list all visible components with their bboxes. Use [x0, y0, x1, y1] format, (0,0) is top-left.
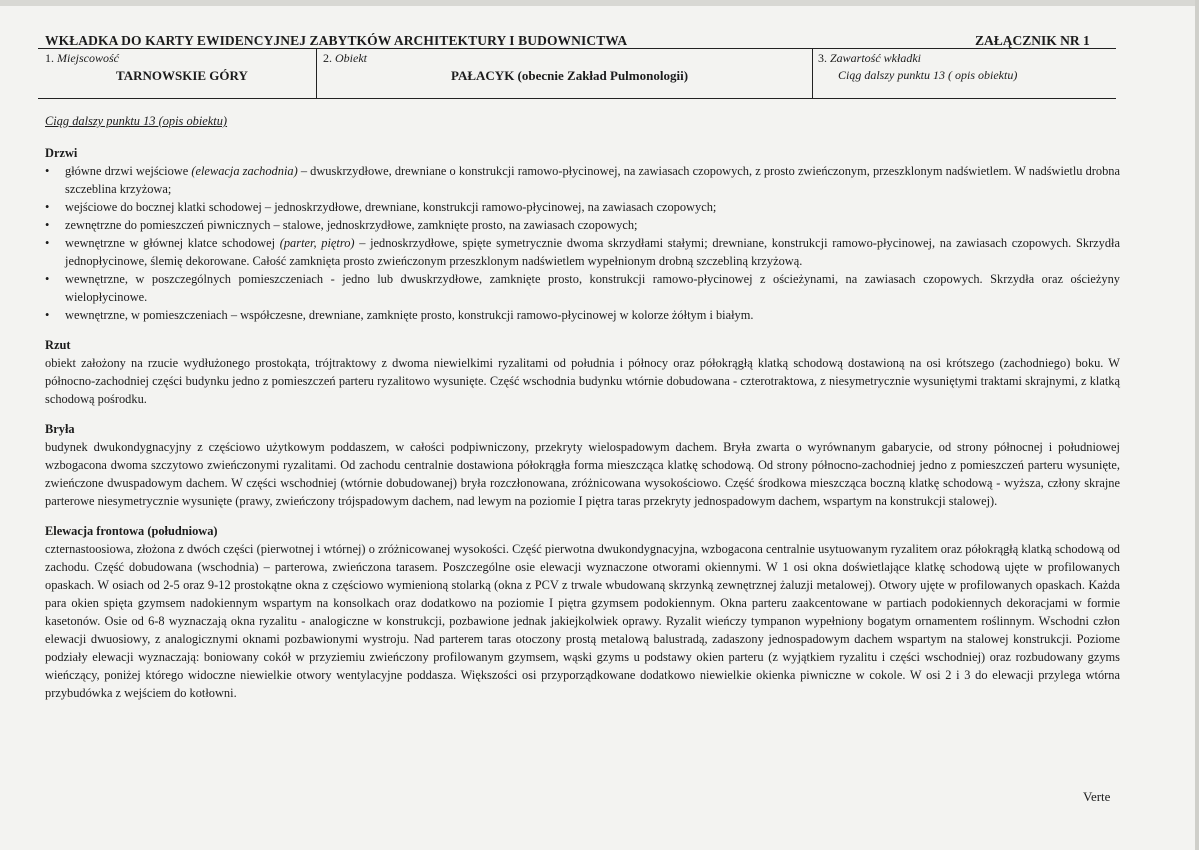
header-rule-bottom: [38, 98, 1116, 99]
doors-item-text: zewnętrzne do pomieszczeń piwnicznych – stalowe, jednoskrzydłowe, zamknięte prosto, na zawiasach czopowych;: [65, 218, 638, 232]
doors-item: [45, 306, 1120, 324]
section-text-elewacja: czternastoosiowa, złożona z dwóch części (pierwotnej i wtórnej) o zróżnicowanej wysokości. Część pierwotna dwukondygnacyjna, wzbogacona centralnie usytuowanym ryzalitem oraz półokrągłą klatką schodową od zachodu. Część dobudowana (wschodnia) – parterowa, zwieńczona tarasem. Poszczególne osie elewacji wyznaczone otworami okiennymi. W 1 osi okna doświetlające klatkę schodową ujęte w profilowanych opaskach. W osiach od 2-5 oraz 9-12 prostokątne okna z częściowo wymienioną stolarką (okna z PCV z trwale wbudowaną skrzynką zewnętrznej żaluzji metalowej). Otwory ujęte w profilowanych opaskach. Każda para okien spięta gzymsem nadokiennym wspartym na konsolkach oraz dodatkowo na poziomie I piętra gzymsem podokiennym. Okna parteru zaakcentowane w partiach podokiennych dekoracjami w formie kasetonów. Osie od 6-8 wyznaczają okna ryzalitu - analogiczne w konstrukcji, pozbawione jednak jakiejkolwiek oprawy. Ryzalit wieńczy tympanon wypełniony bogatym ornamentem roślinnym. Wschodni człon elewacji dwuosiowy, z analogicznymi oknami pozbawionymi wystroju. Nad parterem taras otoczony prostą metalową balustradą, zadaszony jednospadowym dachem wspartym na stalowej konstrukcji. Poziome podziały elewacji wyznaczają: boniowany cokół w przyziemiu zwieńczony profilowanym gzymsem, wąski gzyms u podstawy okien parteru (z wyjątkiem ryzalitu i części wschodniej) oraz rozbudowany gzyms wieńczący, poniżej którego widoczne niewielkie otwory wentylacyjne poddasza. Większości osi przyporządkowane dodatkowo niewielkie okienka piwniczne w cokole. W osi 2 i 3 do elewacji przylega wtórna przybudówka z wejściem do kotłowni.: [45, 542, 1120, 700]
verte-label: Verte: [1083, 789, 1111, 804]
field-divider-1: [316, 48, 317, 98]
field-1-caption: Miejscowość: [57, 51, 119, 65]
doors-item: [45, 162, 1120, 198]
field-3-number: 3.: [818, 51, 827, 65]
doors-item: [45, 234, 1120, 270]
scan-edge-right: [1195, 0, 1199, 850]
doors-list: [45, 162, 1120, 324]
field-1-value: TARNOWSKIE GÓRY: [116, 68, 248, 83]
field-2-label: [323, 51, 367, 66]
field-divider-2: [812, 48, 813, 98]
field-1-label: [45, 51, 119, 66]
field-3-caption: Zawartość wkładki: [830, 51, 922, 65]
header-rule-top: [38, 48, 1116, 49]
doors-item-note: (elewacja zachodnia): [191, 164, 298, 178]
field-3-value: Ciąg dalszy punktu 13 ( opis obiektu): [838, 68, 1018, 82]
section-title-bryla: Bryła: [45, 422, 75, 436]
field-3-label: [818, 51, 921, 66]
doors-item-text: wewnętrzne w głównej klatce schodowej: [65, 236, 280, 250]
field-2-number: 2.: [323, 51, 332, 65]
section-rzut: [45, 336, 1120, 408]
section-drzwi: [45, 144, 1120, 324]
section-title-elewacja: Elewacja frontowa (południowa): [45, 524, 218, 538]
document-body: [45, 112, 1120, 714]
section-text-bryla: budynek dwukondygnacyjny z częściowo użytkowym poddaszem, w całości podpiwniczony, przekryty wielospadowym dachem. Bryła zwarta o wyrównanym gabarycie, od strony północnej i południowej wzbogacona dwoma szczytowo zwieńczonymi ryzalitami. Od zachodu centralnie dostawiona półokrągła forma mieszcząca klatkę schodową. Od strony północno-zachodniej jedno z pomieszczeń parteru wysunięte, zwieńczone dwuspadowym dachem. W części wschodniej (wtórnie dobudowanej) bryła rozczłonowana, zróżnicowana wysokościowo. Część środkowa mieszcząca boczną klatkę schodową - wyższa, człony skrajne parterowe niesymetrycznie wysunięte (prawy, zwieńczony trójspadowym dachem, nad lewym na poziomie I piętra taras przekryty jednospadowym dachem, wspartym na konstrukcji stalowej).: [45, 440, 1120, 508]
section-title-rzut: Rzut: [45, 338, 71, 352]
scan-edge-top: [0, 0, 1199, 6]
section-text-rzut: obiekt założony na rzucie wydłużonego prostokąta, trójtraktowy z dwoma niewielkimi ryzalitami od południa i północy oraz półokrągłą klatką schodową dostawioną na osi krótszego (zachodniego) boku. W północno-zachodniej części budynku jedno z pomieszczeń parteru ryzalitowo wysunięte. Część wschodnia budynku wtórnie dobudowana - czterotraktowa, z niesymetrycznie wysuniętymi traktami skrajnymi, z klatką schodową pośrodku.: [45, 356, 1120, 406]
doors-item-text-cont: – jednoskrzydłowe, spięte symetrycznie dwoma skrzydłami stałymi; drewniane, konstrukcji ramowo-płycinowej, na zawiasach czopowych. Skrzydła jednopłycinowe, ślemię dekorowane. Całość zamknięta prosto zwieńczonym przeszklonym nadświetlem wypełnionym drobną szczebliną krzyżową.: [65, 236, 1120, 268]
section-elewacja: [45, 522, 1120, 702]
attachment-number: ZAŁĄCZNIK NR 1: [975, 33, 1090, 48]
section-bryla: [45, 420, 1120, 510]
doors-item-text: główne drzwi wejściowe: [65, 164, 192, 178]
form-title: WKŁADKA DO KARTY EWIDENCYJNEJ ZABYTKÓW ARCHITEKTURY I BUDOWNICTWA: [45, 33, 628, 48]
doors-item: [45, 198, 1120, 216]
doors-item-note: (parter, piętro): [279, 236, 355, 250]
field-2-caption: Obiekt: [335, 51, 367, 65]
doors-item-text: wejściowe do bocznej klatki schodowej – jednoskrzydłowe, drewniane, konstrukcji ramowo-płycinowej, na zawiasach czopowych;: [65, 200, 717, 214]
doors-item-text: wewnętrzne, w pomieszczeniach – współczesne, drewniane, zamknięte prosto, konstrukcji ramowo-płycinowej w kolorze żółtym i białym.: [65, 308, 754, 322]
doors-item-text-cont: – dwuskrzydłowe, drewniane o konstrukcji ramowo-płycinowej, na zawiasach czopowych, z prosto zwieńczonym, przeszklonym nadświetlem. W nadświetlu drobna szczeblina krzyżowa;: [65, 164, 1121, 196]
section-title-drzwi: Drzwi: [45, 146, 78, 160]
doors-item: [45, 216, 1120, 234]
doors-item-text: wewnętrzne, w poszczególnych pomieszczeniach - jedno lub dwuskrzydłowe, zamknięte prosto, konstrukcji ramowo-płycinowej z ościeżynami, na zawiasach czopowych. Skrzydła oraz ościeżyny wielopłycinowe.: [65, 272, 1120, 304]
field-1-number: 1.: [45, 51, 54, 65]
continuation-subtitle: Ciąg dalszy punktu 13 (opis obiektu): [45, 114, 228, 128]
field-2-value: PAŁACYK (obecnie Zakład Pulmonologii): [451, 68, 689, 83]
doors-item: [45, 270, 1120, 306]
